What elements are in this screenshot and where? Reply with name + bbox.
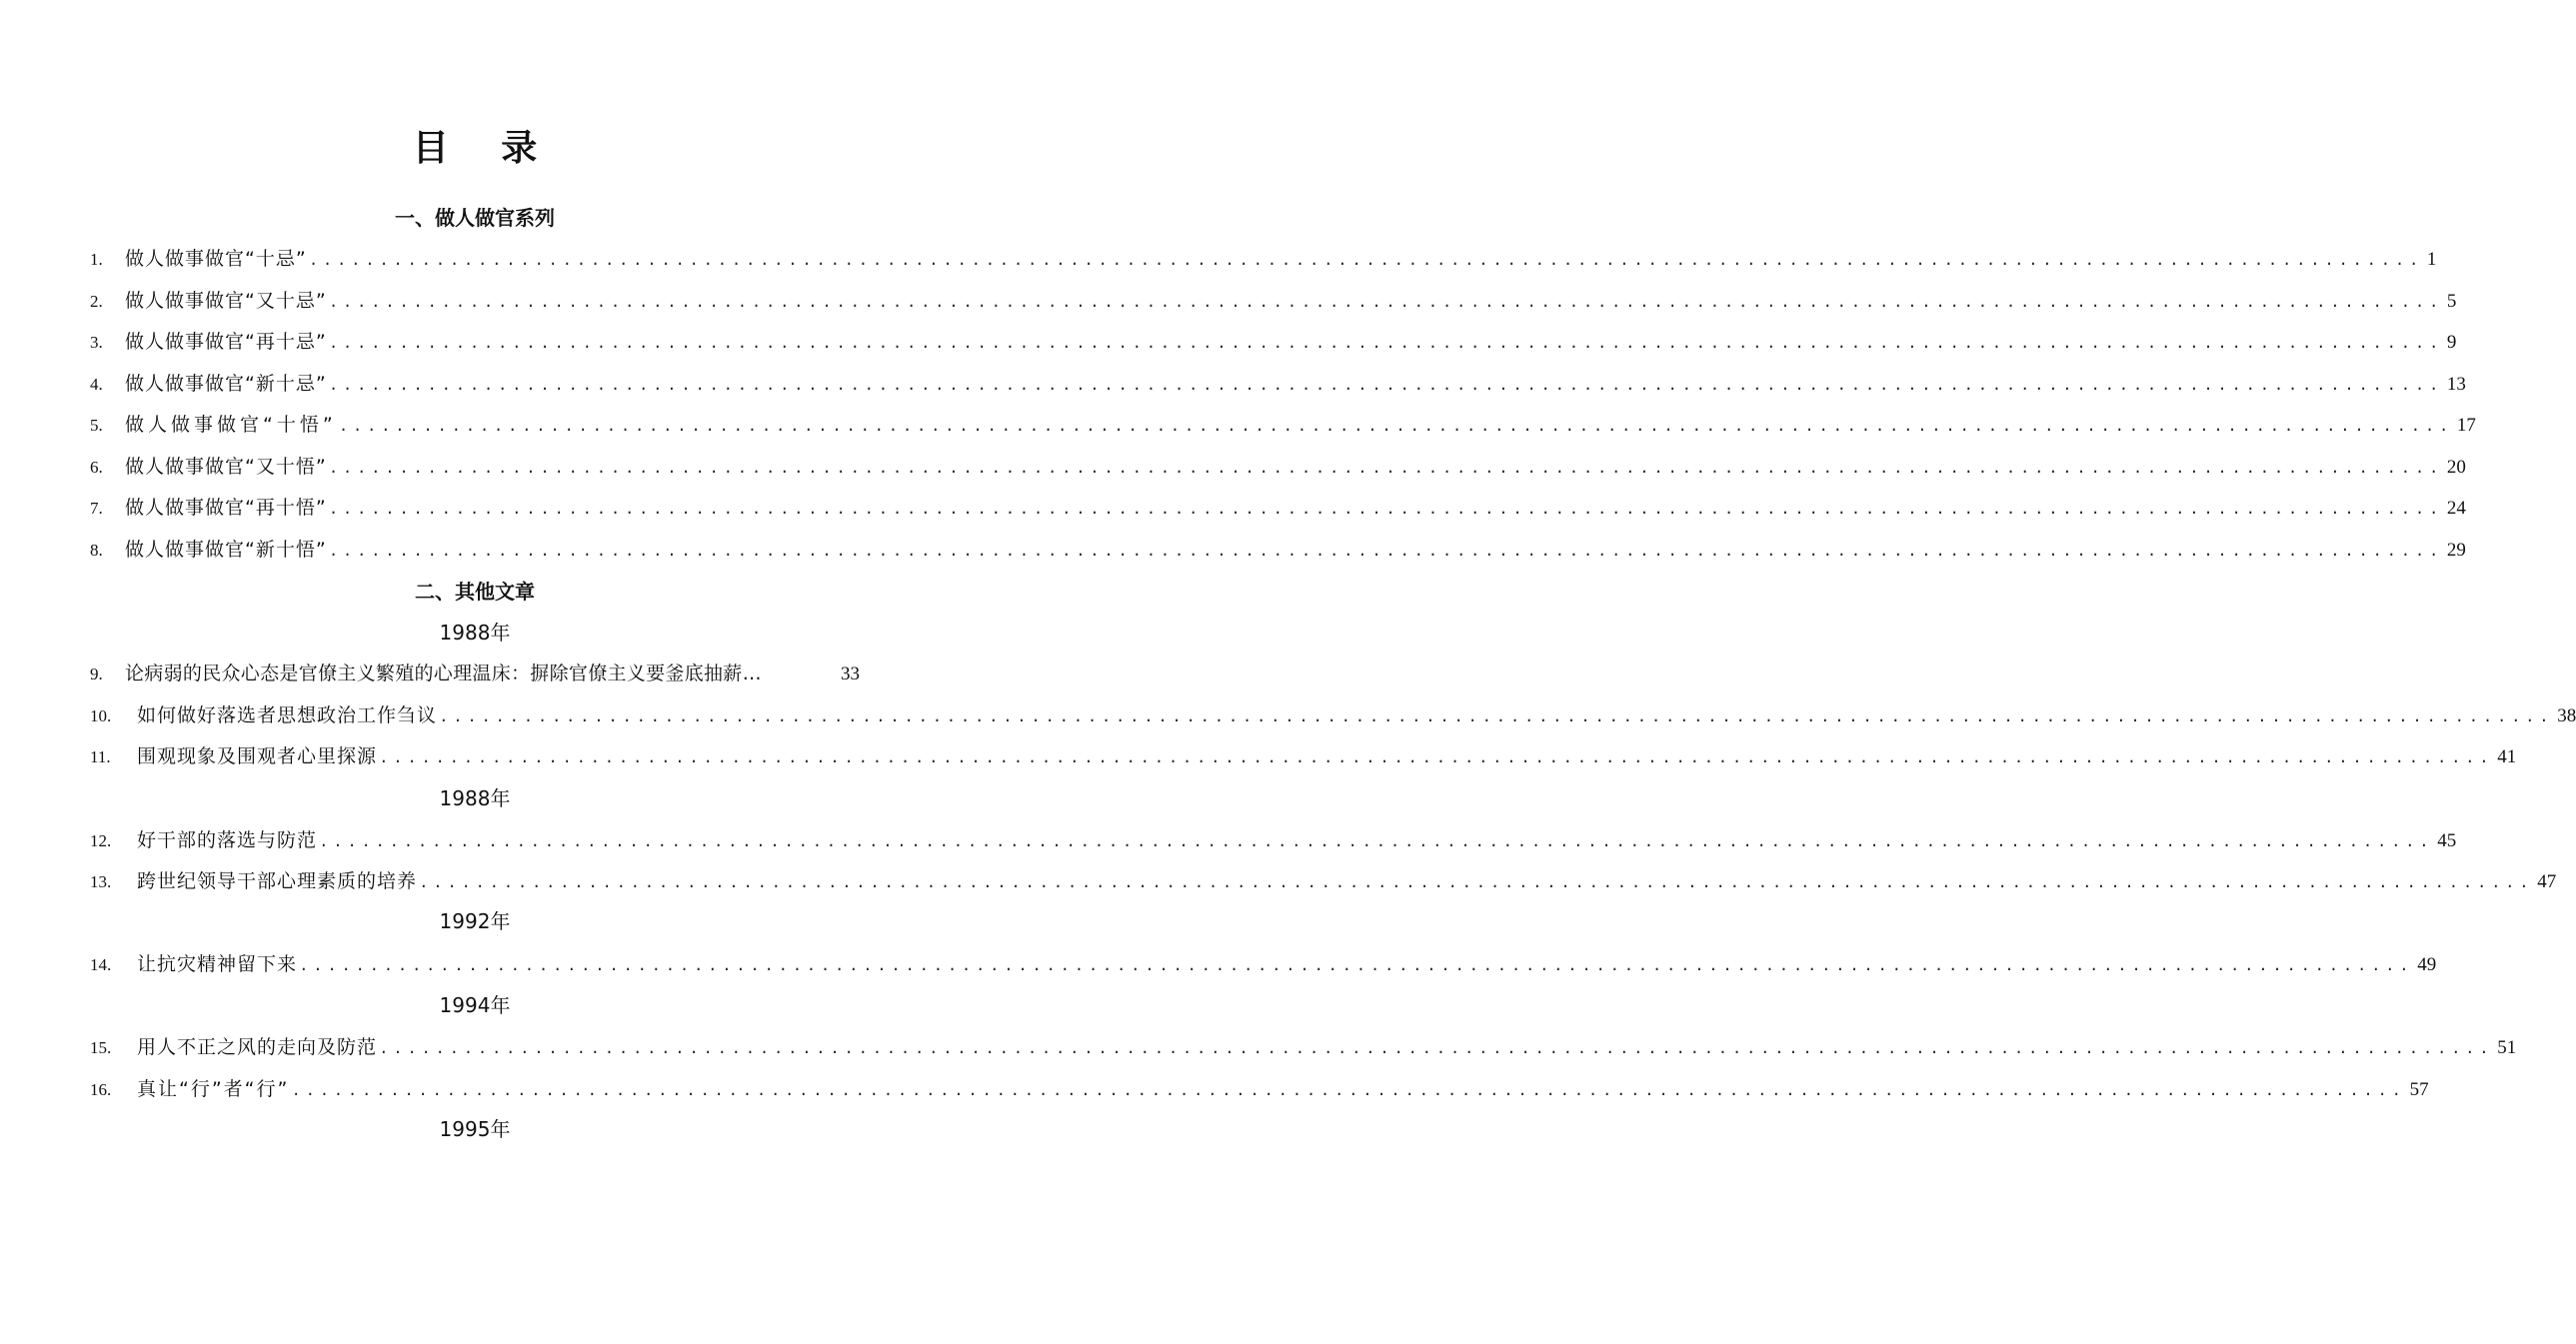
- toc-entry-3[interactable]: [90, 327, 2457, 357]
- toc-dot-leader: [319, 827, 2433, 857]
- toc-entry-title: 做人做事做官“又十悟”: [125, 456, 327, 478]
- toc-entry-title: 围观现象及围观者心里探源: [137, 745, 378, 767]
- toc-entry-12[interactable]: [90, 825, 2457, 855]
- toc-entry-2[interactable]: [90, 286, 2457, 316]
- section-heading-1: 一、做人做官系列: [395, 206, 555, 230]
- toc-entry-6[interactable]: [90, 452, 2466, 482]
- toc-entry-13[interactable]: [90, 866, 2557, 896]
- toc-entry-title: 论病弱的民众心态是官僚主义繁殖的心理温床：摒除官僚主义要釜底抽薪…: [125, 663, 762, 684]
- toc-entry-page: 51: [2497, 1037, 2517, 1058]
- toc-entry-title: 做人做事做官“又十忌”: [125, 290, 327, 312]
- toc-entry-14[interactable]: [90, 949, 2437, 979]
- toc-entry-page: 13: [2446, 374, 2466, 395]
- toc-entry-8[interactable]: [90, 535, 2466, 565]
- toc-entry-number: 13.: [90, 872, 112, 891]
- year-heading: 1988年: [439, 621, 511, 645]
- toc-entry-page: 20: [2446, 457, 2466, 478]
- toc-entry-title: 真让“行”者“行”: [137, 1078, 290, 1100]
- toc-entry-title: 用人不正之风的走向及防范: [137, 1036, 378, 1058]
- year-heading: 1994年: [439, 993, 511, 1017]
- toc-entry-number: 2.: [90, 292, 103, 311]
- year-heading: 1992年: [439, 909, 511, 933]
- toc-entry-title: 如何做好落选者思想政治工作刍议: [137, 704, 438, 726]
- toc-entry-page: 38: [2557, 705, 2576, 726]
- toc-entry-number: 11.: [90, 747, 111, 766]
- toc-dot-leader: [439, 702, 2553, 732]
- toc-dot-leader: [291, 1076, 2405, 1106]
- toc-entry-title: 让抗灾精神留下来: [137, 953, 298, 975]
- toc-entry-page: 49: [2417, 954, 2437, 975]
- toc-entry-number: 3.: [90, 333, 103, 352]
- toc-entry-4[interactable]: [90, 369, 2466, 399]
- toc-dot-leader: [329, 329, 2443, 359]
- toc-dot-leader: [339, 412, 2453, 442]
- toc-entry-number: 1.: [90, 250, 103, 269]
- toc-entry-number: 4.: [90, 375, 103, 394]
- toc-entry-title: 做人做事做官“十忌”: [125, 248, 307, 270]
- toc-entry-number: 15.: [90, 1038, 112, 1057]
- toc-entry-title: 做人做事做官“新十忌”: [125, 373, 327, 395]
- toc-entry-title: 做人做事做官“再十悟”: [125, 497, 327, 519]
- page-title: 目 录: [412, 128, 558, 169]
- toc-entry-page: 29: [2446, 540, 2466, 561]
- toc-entry-page: 24: [2446, 498, 2466, 519]
- section-heading-2: 二、其他文章: [415, 580, 535, 604]
- toc-dot-leader: [309, 246, 2423, 276]
- toc-entry-15[interactable]: [90, 1032, 2517, 1062]
- toc-entry-page: 57: [2409, 1079, 2429, 1100]
- toc-dot-leader: [379, 1034, 2493, 1064]
- toc-dot-leader: [379, 743, 2493, 773]
- toc-entry-page: 1: [2426, 249, 2437, 270]
- toc-entry-5[interactable]: [90, 410, 2476, 440]
- toc-entry-9[interactable]: [90, 659, 860, 688]
- toc-entry-page: 45: [2437, 830, 2457, 851]
- toc-entry-10[interactable]: [90, 700, 2576, 730]
- toc-entry-number: 9.: [90, 665, 103, 683]
- toc-entry-page: 41: [2497, 746, 2517, 767]
- toc-entry-number: 10.: [90, 706, 112, 725]
- toc-entry-11[interactable]: [90, 741, 2517, 771]
- toc-entry-number: 16.: [90, 1080, 112, 1099]
- toc-dot-leader: [329, 495, 2443, 525]
- toc-entry-number: 8.: [90, 541, 103, 560]
- toc-entry-title: 跨世纪领导干部心理素质的培养: [137, 870, 418, 892]
- toc-entry-7[interactable]: [90, 493, 2466, 523]
- toc-entry-16[interactable]: [90, 1074, 2429, 1104]
- toc-entry-number: 6.: [90, 458, 103, 477]
- year-heading: 1988年: [439, 786, 511, 810]
- toc-dot-leader: [419, 868, 2533, 898]
- toc-entry-page: 47: [2537, 871, 2557, 892]
- toc-entry-number: 7.: [90, 499, 103, 518]
- toc-entry-page: 33: [841, 664, 860, 684]
- toc-entry-1[interactable]: [90, 244, 2437, 274]
- toc-entry-title: 做人做事做官“十悟”: [125, 414, 337, 436]
- toc-entry-number: 5.: [90, 416, 103, 435]
- toc-dot-leader: [329, 371, 2443, 401]
- toc-entry-page: 5: [2446, 291, 2457, 312]
- toc-dot-leader: [329, 537, 2443, 567]
- toc-entry-title: 做人做事做官“新十悟”: [125, 539, 327, 561]
- toc-entry-title: 好干部的落选与防范: [137, 829, 318, 851]
- toc-dot-leader: [329, 288, 2443, 318]
- toc-dot-leader: [329, 454, 2443, 484]
- toc-entry-number: 12.: [90, 831, 112, 850]
- toc-entry-page: 17: [2456, 415, 2476, 436]
- toc-entry-title: 做人做事做官“再十忌”: [125, 331, 327, 353]
- year-heading: 1995年: [439, 1117, 511, 1141]
- toc-entry-number: 14.: [90, 955, 112, 974]
- toc-dot-leader: [299, 951, 2413, 981]
- toc-entry-page: 9: [2446, 332, 2457, 353]
